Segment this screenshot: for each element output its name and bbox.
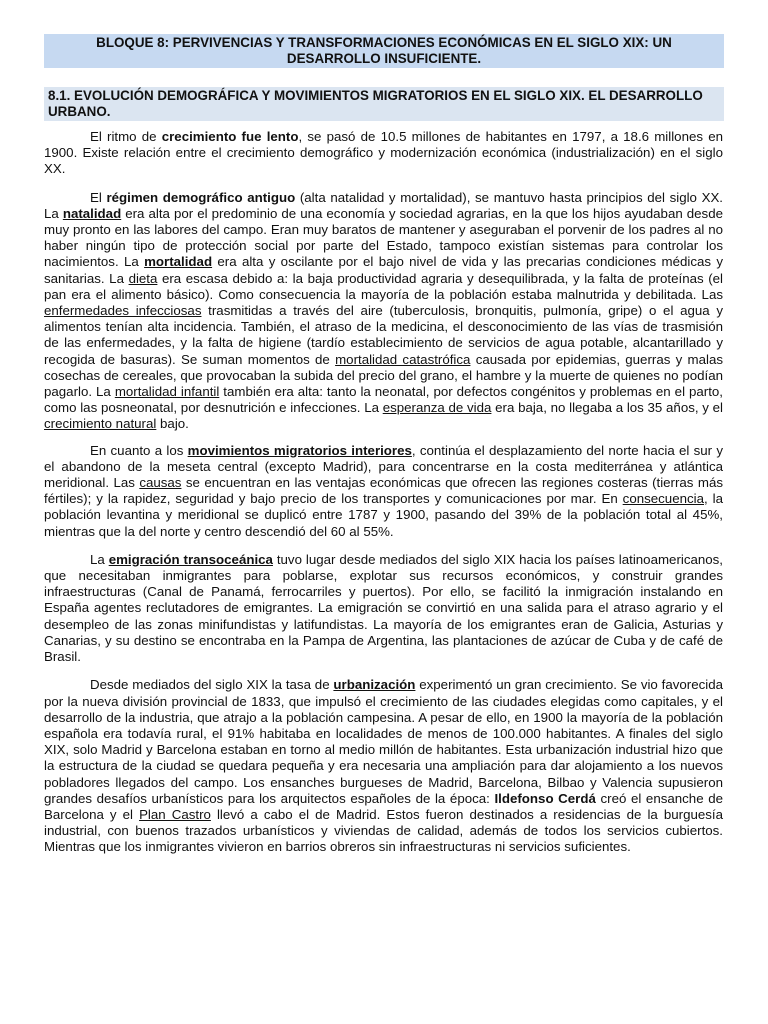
underlined-term: causas [139,475,182,491]
underlined-term: Plan Castro [139,806,211,822]
bold-underlined-term: natalidad [62,205,122,221]
bold-underlined-term: emigración transoceánica [108,551,273,567]
text-run: El [90,189,107,205]
text-run: creó el ensanche de Barcelona y el [44,790,723,822]
paragraph-urbanization [44,677,723,855]
text-run: La [90,551,109,567]
text-run: era escasa debido a: la baja productividad agraria y desequilibrada, y la falta de proteínas (el pan era el alimento básico). Como consecuencia la mayoría de la población estaba malnutrida y debilitada. Las [44,270,723,302]
text-run: causada por epidemias, guerras y malas cosechas de cereales, que provocaban la subida del precio del grano, el hambre y la muerte de quienes no podían pagarlo. La [44,351,723,400]
underlined-term: dieta [128,270,158,286]
bold-term: crecimiento fue lento [161,129,299,144]
text-run: llevó a cabo el de Madrid. Estos fueron destinados a residencias de la burguesía industrial, con buenos trazados urbanísticos y viviendas de calidad, además de todos los servicios cubiertos. Mientras que los inmigrantes vivieron en barrios obreros sin infraestructuras ni servicios suficientes. [44,806,723,855]
text-run: era alta por el predominio de una economía y sociedad agrarias, en la que los hijos ayudaban desde muy pronto en las labores del campo. Eran muy baratos de mantener y aseguraban el porvenir de los padres al no haber ningún tipo de protección social por parte del Estado, tampoco existían sistemas para controlar los nacimientos. La [44,205,723,270]
text-run: se encuentran en las ventajas económicas que ofrecen las regiones costeras (tierras más fértiles); y la rapidez, seguridad y bajo precio de los transportes y comunicaciones por mar. En [44,475,723,507]
underlined-term: mortalidad infantil [114,384,220,400]
section-title: 8.1. EVOLUCIÓN DEMOGRÁFICA Y MOVIMIENTOS MIGRATORIOS EN EL SIGLO XIX. EL DESARROLLO URBANO. [44,87,724,121]
bold-underlined-term: movimientos migratorios interiores [187,442,412,458]
paragraph-demographic-regime [44,190,723,433]
underlined-term: crecimiento natural [44,416,157,432]
text-run: El ritmo de [90,129,162,144]
text-run: En cuanto a los [90,442,188,458]
text-run: Desde mediados del siglo XIX la tasa de [90,677,334,693]
text-run: tuvo lugar desde mediados del siglo XIX hacia los países latinoamericanos, que necesitaban inmigrantes para poblarse, explotar sus recursos económicos, y construir grandes infraestructuras (Canal de Panamá, ferrocarriles y puertos). Por ello, se facilitó la inmigración instalando en España agentes reclutadores de emigrantes. La emigración se convirtió en una salida para el atraso agrario y el desempleo de las zonas minifundistas y latifundistas. La mayoría de los emigrantes eran de Galicia, Asturias y Canarias, y su destino se encontraba en la Pampa de Argentina, las plantaciones de azúcar de Cuba y de café de Brasil. [44,551,724,665]
text-run: experimentó un gran crecimiento. Se vio favorecida por la nueva división provincial de 1833, que impulsó el crecimiento de las ciudades elegidas como capitales, y el desarrollo de la industria, que atrajo a la población campesina. A pesar de ello, en 1900 la mayoría de la población española era todavía rural, el 91% habitaba en localidades de menos de 100.000 habitantes. A finales del siglo XIX, solo Madrid y Barcelona estaban en torno al medio millón de habitantes. Esta urbanización industrial hizo que la estructura de la ciudad se quedara pequeña y era necesaria una ampliación para dar alojamiento a los nuevos pobladores llegados del campo. Los ensanches burgueses de Madrid, Barcelona, Bilbao y Valencia supusieron grandes desafíos urbanísticos para los arquitectos españoles de la época: [44,677,723,806]
block-title-line1: BLOQUE 8: PERVIVENCIAS Y TRANSFORMACIONES ECONÓMICAS EN EL SIGLO XIX: UN [96,35,672,50]
bold-underlined-term: mortalidad [144,254,213,270]
bold-term: Ildefonso Cerdá [494,790,596,806]
paragraph-population-growth [44,129,723,178]
underlined-term: mortalidad catastrófica [335,351,471,367]
body-text [44,129,723,868]
underlined-term: consecuencia [622,491,704,507]
block-title [44,34,724,68]
text-run: , la población levantina y meridional se duplicó entre 1787 y 1900, pasando del 39% de la población total al 45%, mientras que la del norte y centro descendió del 60 al 55%. [44,491,723,539]
text-run: (alta natalidad y mortalidad), se mantuvo hasta principios del siglo XX. La [44,189,724,221]
underlined-term: enfermedades infecciosas [44,303,202,319]
text-run: también era alta: tanto la neonatal, por defectos congénitos y problemas en el parto, como las posneonatal, por desnutrición e infecciones. La [44,384,723,416]
text-run: era alta y oscilante por el bajo nivel de vida y las precarias condiciones médicas y sanitarias. La [44,254,723,286]
text-run: , continúa el desplazamiento del norte hacia el sur y el abandono de la meseta central (excepto Madrid), para concentrarse en la costa mediterránea y atlántica meridional. Las [44,442,723,491]
bold-term: régimen demográfico antiguo [106,189,296,205]
bold-underlined-term: urbanización [333,677,416,693]
paragraph-internal-migration [44,443,723,540]
text-run: trasmitidas a través del aire (tuberculosis, bronquitis, pulmonía, gripe) o el agua y alimentos tenían alta incidencia. También, el atraso de la medicina, el desconocimiento de las vías de trasmisión de las enfermedades, y la falta de higiene (tardío establecimiento de servicios de agua potable, alcantarillado y recogida de basuras). Se suman momentos de [44,303,723,367]
text-run: bajo. [156,416,189,432]
underlined-term: esperanza de vida [382,400,492,416]
text-run: , se pasó de 10.5 millones de habitantes en 1797, a 18.6 millones en 1900. Existe relación entre el crecimiento demográfico y modernización económica (industrialización) en el siglo XX. [44,129,723,177]
block-title-line2: DESARROLLO INSUFICIENTE. [286,51,482,66]
text-run: era baja, no llegaba a los 35 años, y el [491,400,723,416]
paragraph-transoceanic-emigration [44,552,723,665]
